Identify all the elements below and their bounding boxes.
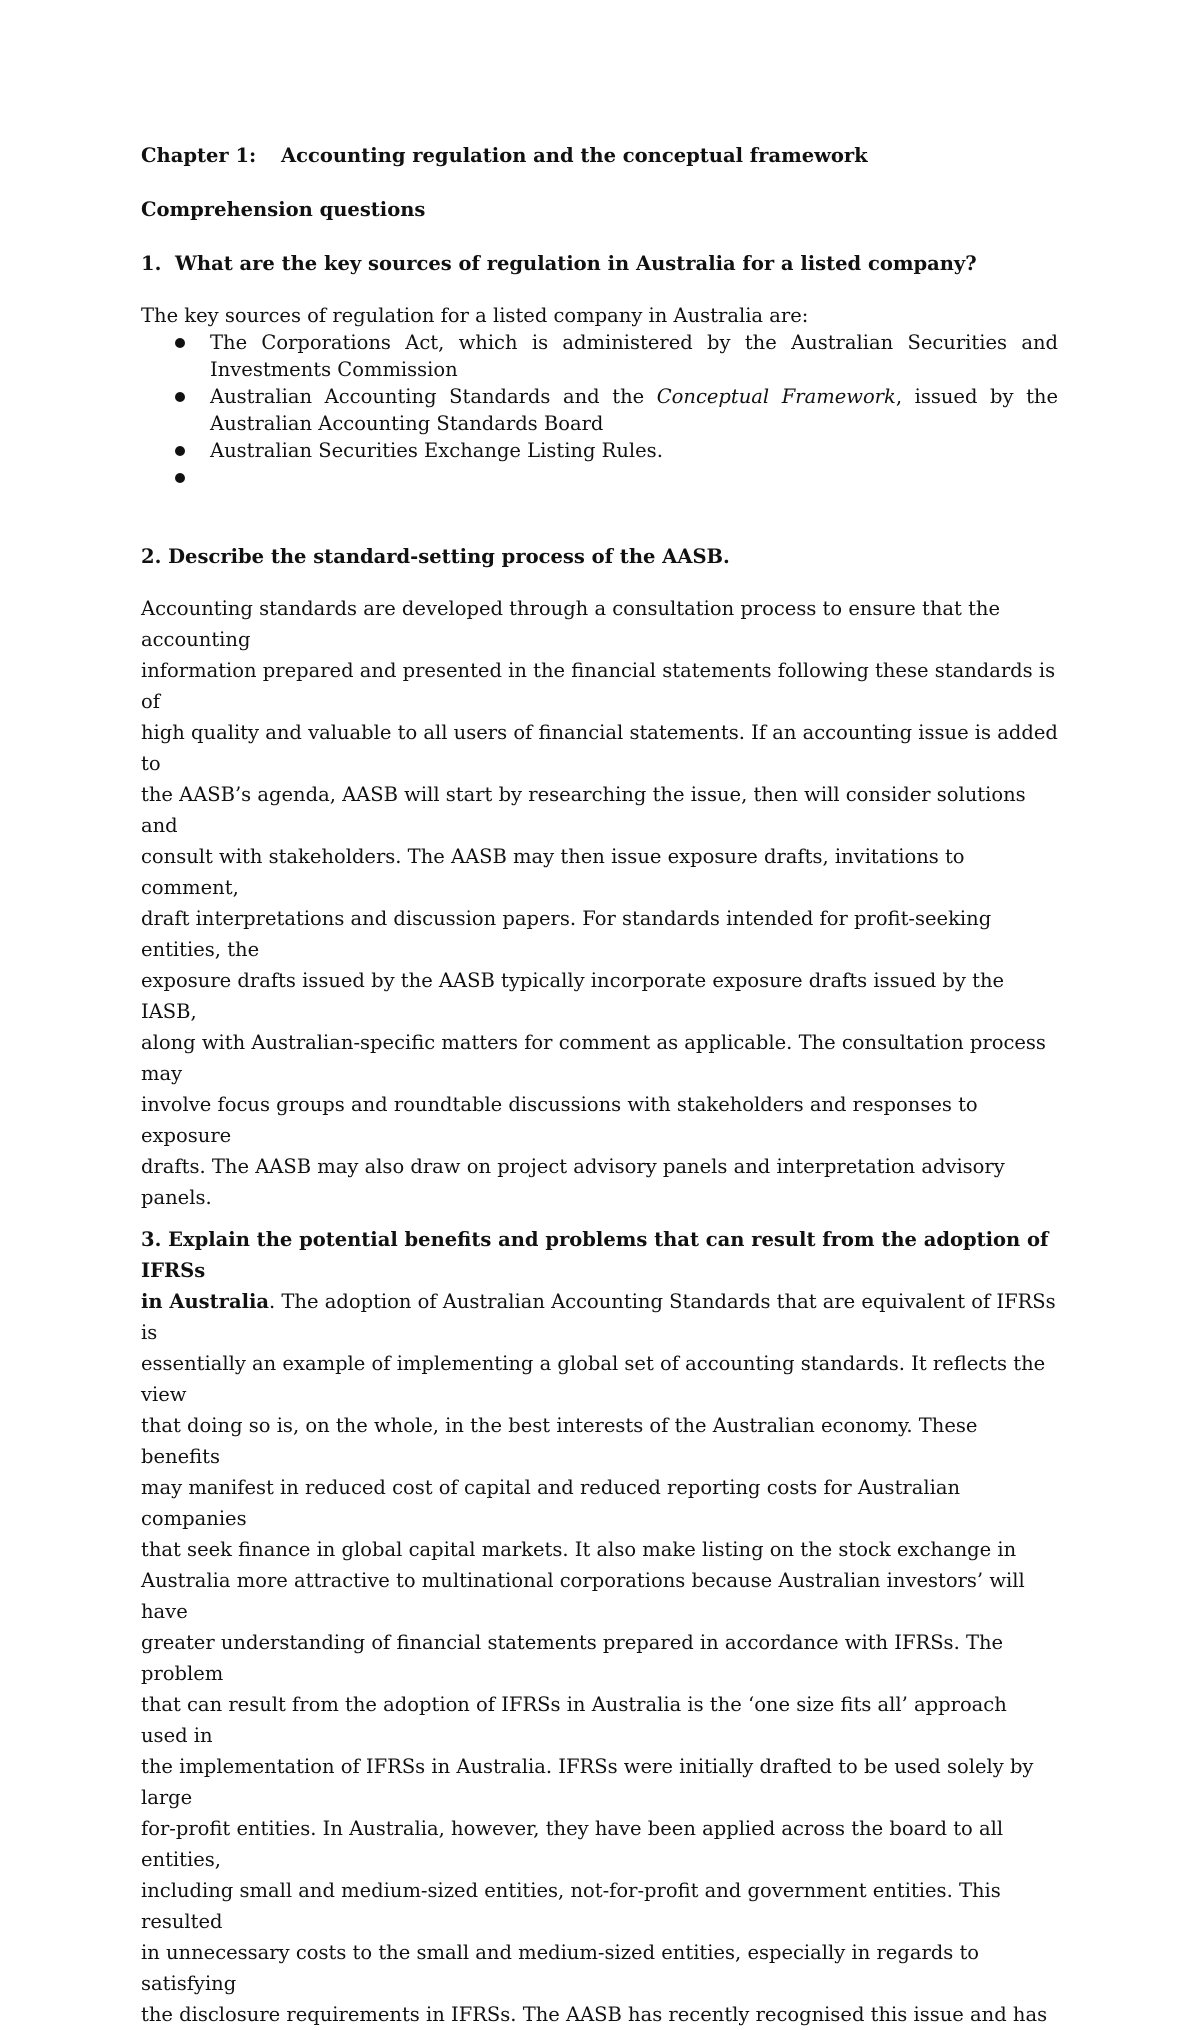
chapter-heading xyxy=(141,140,1058,172)
bullet-icon xyxy=(175,446,185,456)
list-item-emphasis: Conceptual Framework xyxy=(656,385,896,408)
bullet-icon xyxy=(175,338,185,348)
list-item-text-before: Australian Accounting Standards and the xyxy=(210,385,657,408)
chapter-number: Chapter 1: xyxy=(141,144,257,167)
paragraph-line: may manifest in reduced cost of capital and reduced reporting costs for Australian companies xyxy=(141,1476,961,1530)
paragraph-line: essentially an example of implementing a global set of accounting standards. It reflects the view xyxy=(141,1352,1046,1406)
answer-1-intro: The key sources of regulation for a listed company in Australia are: xyxy=(141,304,809,327)
question-1-text: What are the key sources of regulation in Australia for a listed company? xyxy=(175,252,977,275)
paragraph-line: the disclosure requirements in IFRSs. The AASB has recently recognised this issue and has xyxy=(141,2003,1048,2026)
paragraph-line: the implementation of IFRSs in Australia. IFRSs were initially drafted to be used solely by large xyxy=(141,1755,1034,1809)
paragraph-line xyxy=(141,1286,1058,1348)
bullet-icon xyxy=(175,392,185,402)
paragraph-line: information prepared and presented in the financial statements following these standards is of xyxy=(141,659,1056,713)
list-item xyxy=(141,437,1058,464)
answer-2-paragraph xyxy=(141,593,1058,1213)
paragraph-line: in unnecessary costs to the small and medium-sized entities, especially in regards to satisfying xyxy=(141,1941,980,1995)
list-item-text: Australian Securities Exchange Listing Rules. xyxy=(210,439,663,462)
chapter-title: Accounting regulation and the conceptual framework xyxy=(281,144,868,167)
paragraph-line: consult with stakeholders. The AASB may then issue exposure drafts, invitations to comment, xyxy=(141,845,965,899)
paragraph-line: that can result from the adoption of IFRSs in Australia is the ‘one size fits all’ approach used in xyxy=(141,1693,1007,1747)
list-item-text-after: , issued by the Australian Accounting Standards Board xyxy=(210,385,1059,435)
bullet-icon xyxy=(175,473,185,483)
question-1 xyxy=(141,248,1058,280)
list-item xyxy=(141,383,1058,437)
list-item xyxy=(141,464,1058,491)
list-item xyxy=(141,329,1058,383)
paragraph-line: the AASB’s agenda, AASB will start by researching the issue, then will consider solutions and xyxy=(141,783,1026,837)
question-3-title-end: in Australia xyxy=(141,1290,270,1313)
section-title: Comprehension questions xyxy=(141,198,426,221)
paragraph-line: that seek finance in global capital markets. It also make listing on the stock exchange in xyxy=(141,1538,1017,1561)
paragraph-line: Australia more attractive to multinational corporations because Australian investors’ will have xyxy=(141,1569,1025,1623)
paragraph-line: involve focus groups and roundtable discussions with stakeholders and responses to exposure xyxy=(141,1093,978,1147)
document-page xyxy=(141,140,1058,2030)
paragraph-line: exposure drafts issued by the AASB typically incorporate exposure drafts issued by the IASB, xyxy=(141,969,1005,1023)
paragraph-line: along with Australian-specific matters for comment as applicable. The consultation process may xyxy=(141,1031,1046,1085)
paragraph-line: that doing so is, on the whole, in the best interests of the Australian economy. These benefits xyxy=(141,1414,978,1468)
paragraph-line: for-profit entities. In Australia, however, they have been applied across the board to all entities, xyxy=(141,1817,1004,1871)
list-item-text: The Corporations Act, which is administered by the Australian Securities and Investments Commission xyxy=(210,331,1058,381)
paragraph-line: including small and medium-sized entities, not-for-profit and government entities. This resulted xyxy=(141,1879,1001,1933)
paragraph-line: draft interpretations and discussion papers. For standards intended for profit-seeking entities, the xyxy=(141,907,992,961)
paragraph-line: Accounting standards are developed through a consultation process to ensure that the accounting xyxy=(141,597,1001,651)
question-1-number: 1. xyxy=(141,252,162,275)
paragraph-line: high quality and valuable to all users of financial statements. If an accounting issue is added to xyxy=(141,721,1058,775)
paragraph-text: . The adoption of Australian Accounting Standards that are equivalent of IFRSs is xyxy=(141,1290,1056,1344)
question-3-title-line xyxy=(141,1224,1058,1286)
answer-3-paragraph xyxy=(141,1224,1058,2030)
question-3-title: 3. Explain the potential benefits and problems that can result from the adoption of IFRSs xyxy=(141,1228,1049,1282)
answer-1-bullet-list xyxy=(141,329,1058,491)
question-2: 2. Describe the standard-setting process of the AASB. xyxy=(141,545,730,568)
paragraph-line: greater understanding of financial statements prepared in accordance with IFRSs. The problem xyxy=(141,1631,1004,1685)
paragraph-line: drafts. The AASB may also draw on project advisory panels and interpretation advisory panels. xyxy=(141,1155,1005,1209)
